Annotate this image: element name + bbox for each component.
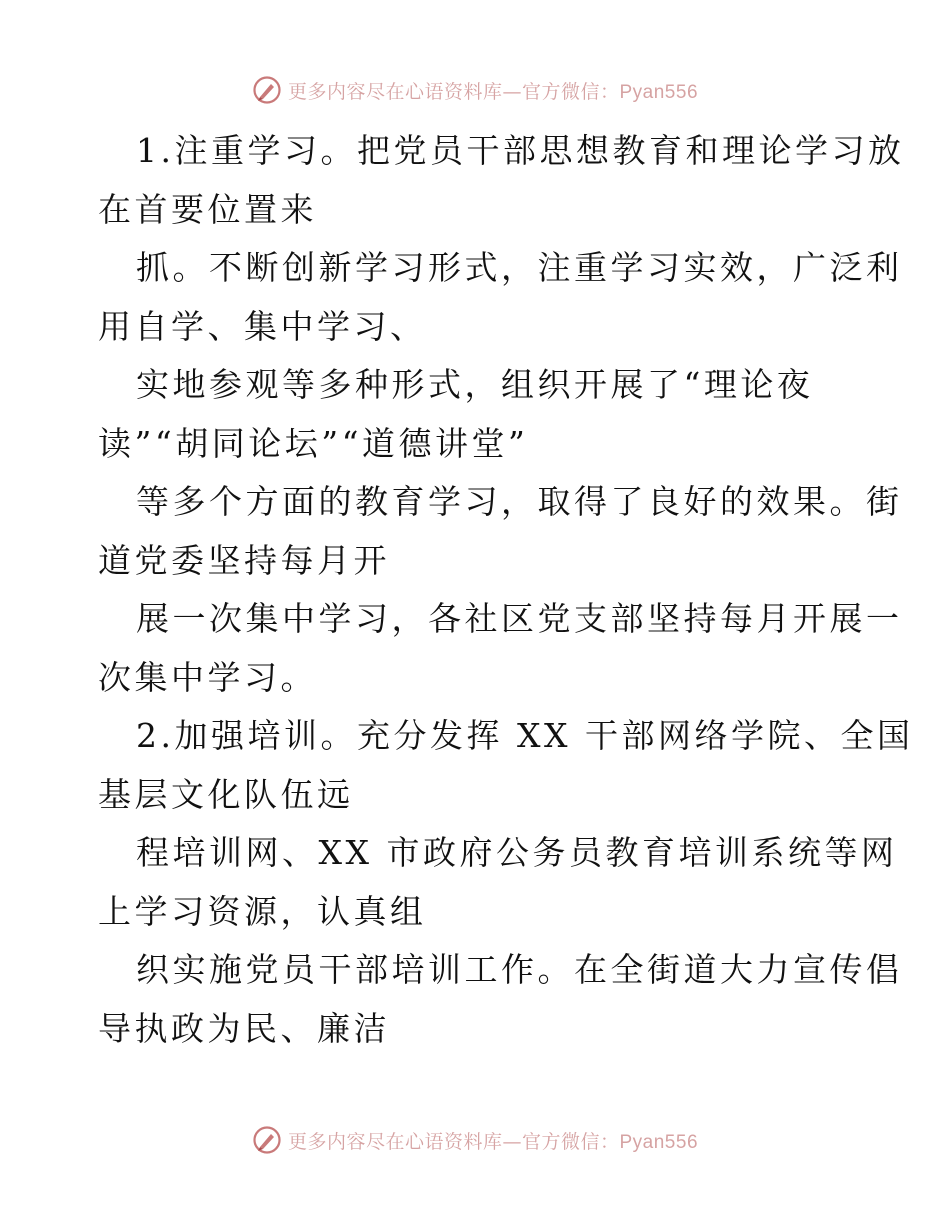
pen-logo-icon — [252, 1125, 282, 1155]
wechat-id: Pyan556 — [619, 1131, 699, 1153]
text-line: 导执政为民、廉洁 — [98, 1008, 390, 1048]
pen-logo-icon — [252, 75, 282, 105]
text-line: 程培训网、XX 市政府公务员教育培训系统等网 — [136, 833, 898, 872]
text-line: 在首要位置来 — [98, 189, 317, 229]
text-line: 实地参观等多种形式，组织开展了“理论夜 — [136, 365, 814, 404]
text-line: 读”“胡同论坛”“道德讲堂” — [98, 423, 529, 463]
text-line: 1.注重学习。把党员干部思想教育和理论学习放 — [136, 131, 905, 170]
header-watermark-banner — [0, 70, 950, 110]
banner-label: 更多内容尽在心语资料库—官方微信： — [287, 80, 620, 103]
text-line: 上学习资源，认真组 — [98, 891, 427, 931]
wechat-id: Pyan556 — [619, 81, 699, 103]
banner-text — [288, 77, 698, 104]
banner-label: 更多内容尽在心语资料库—官方微信： — [287, 1130, 620, 1153]
text-line: 织实施党员干部培训工作。在全街道大力宣传倡 — [136, 950, 903, 989]
text-line: 展一次集中学习，各社区党支部坚持每月开展一 — [136, 599, 903, 638]
text-line: 抓。不断创新学习形式，注重学习实效，广泛利 — [136, 248, 903, 287]
text-line: 用自学、集中学习、 — [98, 306, 427, 346]
footer-watermark-banner — [0, 1120, 950, 1160]
text-line: 等多个方面的教育学习，取得了良好的效果。街 — [136, 482, 903, 521]
text-line: 2.加强培训。充分发挥 XX 干部网络学院、全国 — [136, 716, 914, 755]
document-body — [98, 122, 914, 1058]
text-line: 道党委坚持每月开 — [98, 540, 390, 580]
banner-text — [288, 1127, 698, 1154]
text-line: 基层文化队伍远 — [98, 774, 354, 814]
text-line: 次集中学习。 — [98, 657, 317, 697]
